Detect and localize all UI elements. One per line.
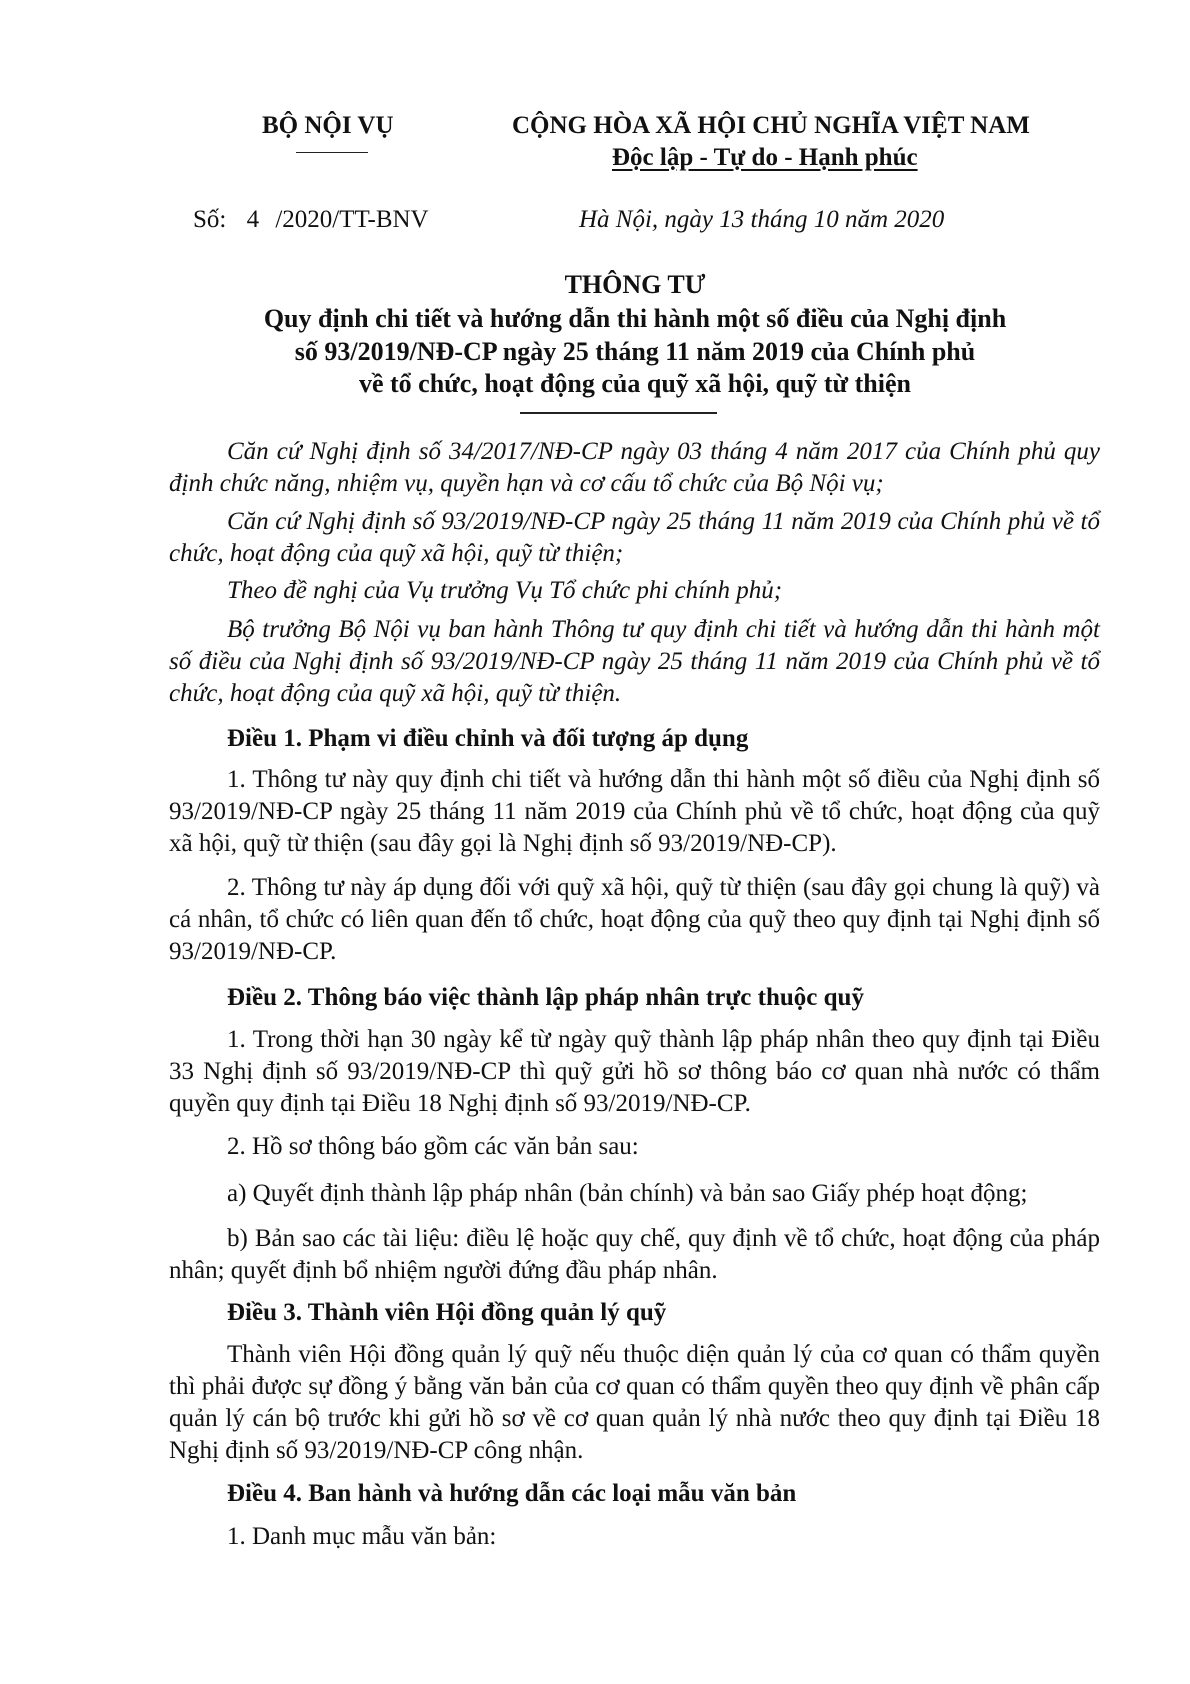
article-1-clause-2: 2. Thông tư này áp dụng đối với quỹ xã hội, quỹ từ thiện (sau đây gọi chung là quỹ) và cá nhân, tổ chức có liên quan đến tổ chức, hoạt động của quỹ theo quy định tại Nghị định số 93/2019/NĐ-CP.	[169, 874, 1100, 965]
place-and-date: Hà Nội, ngày 13 tháng 10 năm 2020	[579, 206, 945, 233]
ministry-name: BỘ NỘI VỤ	[262, 112, 394, 139]
number-label: Số:	[193, 206, 227, 233]
title-line-1: Quy định chi tiết và hướng dẫn thi hành một số điều của Nghị định	[263, 304, 1007, 333]
article-2-item-b: b) Bản sao các tài liệu: điều lệ hoặc quy chế, quy định về tổ chức, hoạt động của pháp nhân; quyết định bổ nhiệm người đứng đầu pháp nhân.	[169, 1225, 1100, 1284]
article-4-heading: Điều 4. Ban hành và hướng dẫn các loại mẫu văn bản	[227, 1480, 797, 1507]
number-suffix: /2020/TT-BNV	[275, 206, 429, 233]
article-2-heading: Điều 2. Thông báo việc thành lập pháp nhân trực thuộc quỹ	[227, 984, 864, 1011]
article-2-clause-2: 2. Hồ sơ thông báo gồm các văn bản sau:	[227, 1133, 639, 1160]
title-line-3: về tổ chức, hoạt động của quỹ xã hội, quỹ từ thiện	[358, 369, 911, 398]
article-1-clause-1: 1. Thông tư này quy định chi tiết và hướng dẫn thi hành một số điều của Nghị định số 93/2019/NĐ-CP ngày 25 tháng 11 năm 2019 của Chính phủ về tổ chức, hoạt động của quỹ xã hội, quỹ từ thiện (sau đây gọi là Nghị định số 93/2019/NĐ-CP).	[169, 766, 1100, 857]
country-name: CỘNG HÒA XÃ HỘI CHỦ NGHĨA VIỆT NAM	[512, 112, 1030, 139]
article-2-clause-1: 1. Trong thời hạn 30 ngày kể từ ngày quỹ thành lập pháp nhân theo quy định tại Điều 33 Nghị định số 93/2019/NĐ-CP thì quỹ gửi hồ sơ thông báo cơ quan nhà nước có thẩm quyền quy định tại Điều 18 Nghị định số 93/2019/NĐ-CP.	[169, 1026, 1100, 1117]
document-type: THÔNG TƯ	[564, 270, 706, 299]
article-4-clause-1: 1. Danh mục mẫu văn bản:	[227, 1523, 497, 1550]
title-line-2: số 93/2019/NĐ-CP ngày 25 tháng 11 năm 2019 của Chính phủ	[294, 337, 976, 366]
document-number	[193, 206, 429, 234]
preamble-3: Theo đề nghị của Vụ trưởng Vụ Tổ chức phi chính phủ;	[227, 577, 783, 604]
article-2-item-a: a) Quyết định thành lập pháp nhân (bản chính) và bản sao Giấy phép hoạt động;	[227, 1180, 1028, 1207]
article-1-heading: Điều 1. Phạm vi điều chỉnh và đối tượng áp dụng	[227, 725, 749, 752]
national-motto: Độc lập - Tự do - Hạnh phúc	[612, 144, 918, 171]
article-3-body: Thành viên Hội đồng quản lý quỹ nếu thuộc diện quản lý của cơ quan có thẩm quyền thì phải được sự đồng ý bằng văn bản của cơ quan có thẩm quyền theo quy định về phân cấp quản lý cán bộ trước khi gửi hồ sơ về cơ quan quản lý nhà nước theo quy định tại Điều 18 Nghị định số 93/2019/NĐ-CP công nhận.	[169, 1341, 1100, 1464]
preamble-1: Căn cứ Nghị định số 34/2017/NĐ-CP ngày 03 tháng 4 năm 2017 của Chính phủ quy định chức năng, nhiệm vụ, quyền hạn và cơ cấu tổ chức của Bộ Nội vụ;	[169, 438, 1100, 497]
article-3-heading: Điều 3. Thành viên Hội đồng quản lý quỹ	[227, 1299, 667, 1326]
ministry-underline	[296, 152, 368, 153]
preamble-4: Bộ trưởng Bộ Nội vụ ban hành Thông tư quy định chi tiết và hướng dẫn thi hành một số điều của Nghị định số 93/2019/NĐ-CP ngày 25 tháng 11 năm 2019 của Chính phủ về tổ chức, hoạt động của quỹ xã hội, quỹ từ thiện.	[169, 616, 1100, 707]
number-value: 4	[246, 206, 260, 233]
title-divider	[520, 412, 717, 414]
preamble-2: Căn cứ Nghị định số 93/2019/NĐ-CP ngày 25 tháng 11 năm 2019 của Chính phủ về tổ chức, hoạt động của quỹ xã hội, quỹ từ thiện;	[169, 508, 1100, 567]
